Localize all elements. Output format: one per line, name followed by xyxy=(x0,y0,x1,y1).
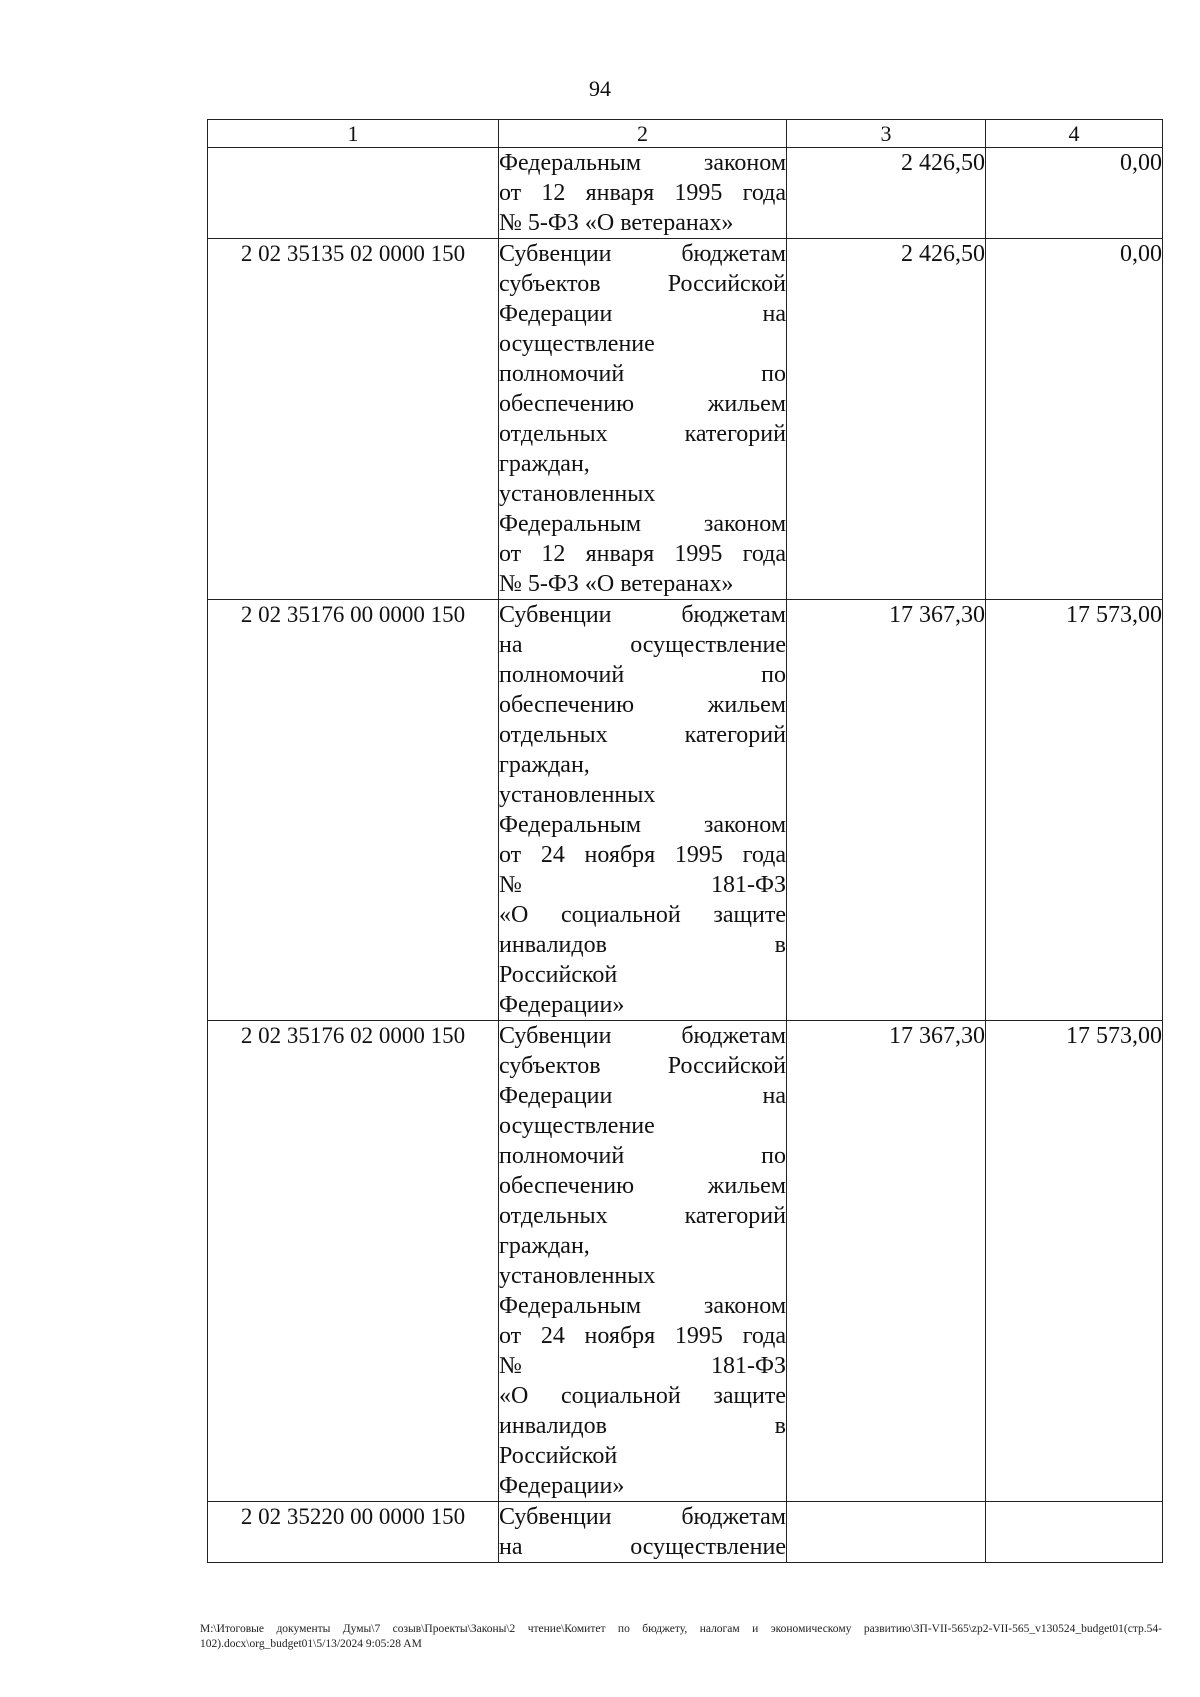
description-line: граждан, xyxy=(499,752,590,778)
amount-col-4-cell: 0,00 xyxy=(986,239,1163,600)
header-col-2: 2 xyxy=(499,120,787,148)
header-col-1: 1 xyxy=(208,120,499,148)
description-line: на осуществление xyxy=(499,1534,786,1560)
description-line: полномочий по xyxy=(499,361,786,387)
description-line: Федеральным законом xyxy=(499,150,786,176)
amount-col-3-cell: 17 367,30 xyxy=(787,600,986,1021)
description-line: Российской xyxy=(499,1443,618,1469)
description-line: Субвенции бюджетам xyxy=(499,1023,786,1049)
description-cell xyxy=(499,600,787,1021)
description-line: установленных xyxy=(499,1263,656,1289)
description-line: граждан, xyxy=(499,1233,590,1259)
description-line: установленных xyxy=(499,782,656,808)
description-line: Федеральным законом xyxy=(499,511,786,537)
description-line: полномочий по xyxy=(499,662,786,688)
file-path-footer: M:\Итоговые документы Думы\7 созыв\Проекты\Законы\2 чтение\Комитет по бюджету, налогам и экономическому развитию\ЗП-VII-565\zp2-VII-565_v130524_budget01(стр.54-102).docx\org_budget01\5/13/2024 9:05:28 AM xyxy=(200,1623,1162,1650)
description-line: от 24 ноября 1995 года xyxy=(499,842,786,868)
description-line: обеспечению жильем xyxy=(499,1173,786,1199)
description-line: Субвенции бюджетам xyxy=(499,241,786,267)
description-line: «О социальной защите xyxy=(499,902,786,928)
budget-code-cell: 2 02 35220 00 0000 150 xyxy=(208,1502,499,1563)
table-row xyxy=(208,1021,1163,1502)
description-line: № 5-ФЗ «О ветеранах» xyxy=(499,210,734,236)
header-col-3: 3 xyxy=(787,120,986,148)
description-line: инвалидов в xyxy=(499,1413,786,1439)
description-line: Федерации» xyxy=(499,1473,625,1499)
description-line: полномочий по xyxy=(499,1143,786,1169)
description-line: обеспечению жильем xyxy=(499,692,786,718)
description-line: отдельных категорий xyxy=(499,722,786,748)
description-line: Федерации» xyxy=(499,992,625,1018)
table-row xyxy=(208,239,1163,600)
page-number: 94 xyxy=(589,76,611,101)
description-line: Федерации на xyxy=(499,301,786,327)
description-line: Российской xyxy=(499,962,618,988)
table-row xyxy=(208,600,1163,1021)
description-line: субъектов Российской xyxy=(499,271,786,297)
header-col-4: 4 xyxy=(986,120,1163,148)
description-line: от 24 ноября 1995 года xyxy=(499,1323,786,1349)
budget-code-cell: 2 02 35176 02 0000 150 xyxy=(208,1021,499,1502)
description-line: отдельных категорий xyxy=(499,1203,786,1229)
description-line: «О социальной защите xyxy=(499,1383,786,1409)
budget-code-cell: 2 02 35135 02 0000 150 xyxy=(208,239,499,600)
amount-col-3-cell xyxy=(787,1502,986,1563)
amount-col-3-cell: 2 426,50 xyxy=(787,239,986,600)
budget-code-cell xyxy=(208,148,499,239)
budget-table xyxy=(207,119,1163,1563)
description-line: граждан, xyxy=(499,451,590,477)
description-cell xyxy=(499,1502,787,1563)
table-row xyxy=(208,1502,1163,1563)
amount-col-3-cell: 2 426,50 xyxy=(787,148,986,239)
description-cell xyxy=(499,1021,787,1502)
description-cell xyxy=(499,239,787,600)
description-line: Федерации на xyxy=(499,1083,786,1109)
description-line: отдельных категорий xyxy=(499,421,786,447)
description-line: Федеральным законом xyxy=(499,1293,786,1319)
description-line: от 12 января 1995 года xyxy=(499,541,786,567)
description-line: установленных xyxy=(499,481,656,507)
description-line: на осуществление xyxy=(499,632,786,658)
amount-col-4-cell: 17 573,00 xyxy=(986,600,1163,1021)
description-line: инвалидов в xyxy=(499,932,786,958)
description-line: от 12 января 1995 года xyxy=(499,180,786,206)
amount-col-4-cell: 0,00 xyxy=(986,148,1163,239)
amount-col-4-cell xyxy=(986,1502,1163,1563)
description-cell xyxy=(499,148,787,239)
budget-code-cell: 2 02 35176 00 0000 150 xyxy=(208,600,499,1021)
description-line: Федеральным законом xyxy=(499,812,786,838)
table-header xyxy=(208,120,1163,148)
description-line: Субвенции бюджетам xyxy=(499,1504,786,1530)
description-line: № 5-ФЗ «О ветеранах» xyxy=(499,571,734,597)
description-line: обеспечению жильем xyxy=(499,391,786,417)
table-body xyxy=(208,148,1163,1563)
amount-col-3-cell: 17 367,30 xyxy=(787,1021,986,1502)
description-line: осуществление xyxy=(499,331,655,357)
amount-col-4-cell: 17 573,00 xyxy=(986,1021,1163,1502)
table-row xyxy=(208,148,1163,239)
description-line: № 181-ФЗ xyxy=(499,1353,786,1379)
description-line: субъектов Российской xyxy=(499,1053,786,1079)
description-line: осуществление xyxy=(499,1113,655,1139)
description-line: Субвенции бюджетам xyxy=(499,602,786,628)
header-row xyxy=(208,120,1163,148)
description-line: № 181-ФЗ xyxy=(499,872,786,898)
